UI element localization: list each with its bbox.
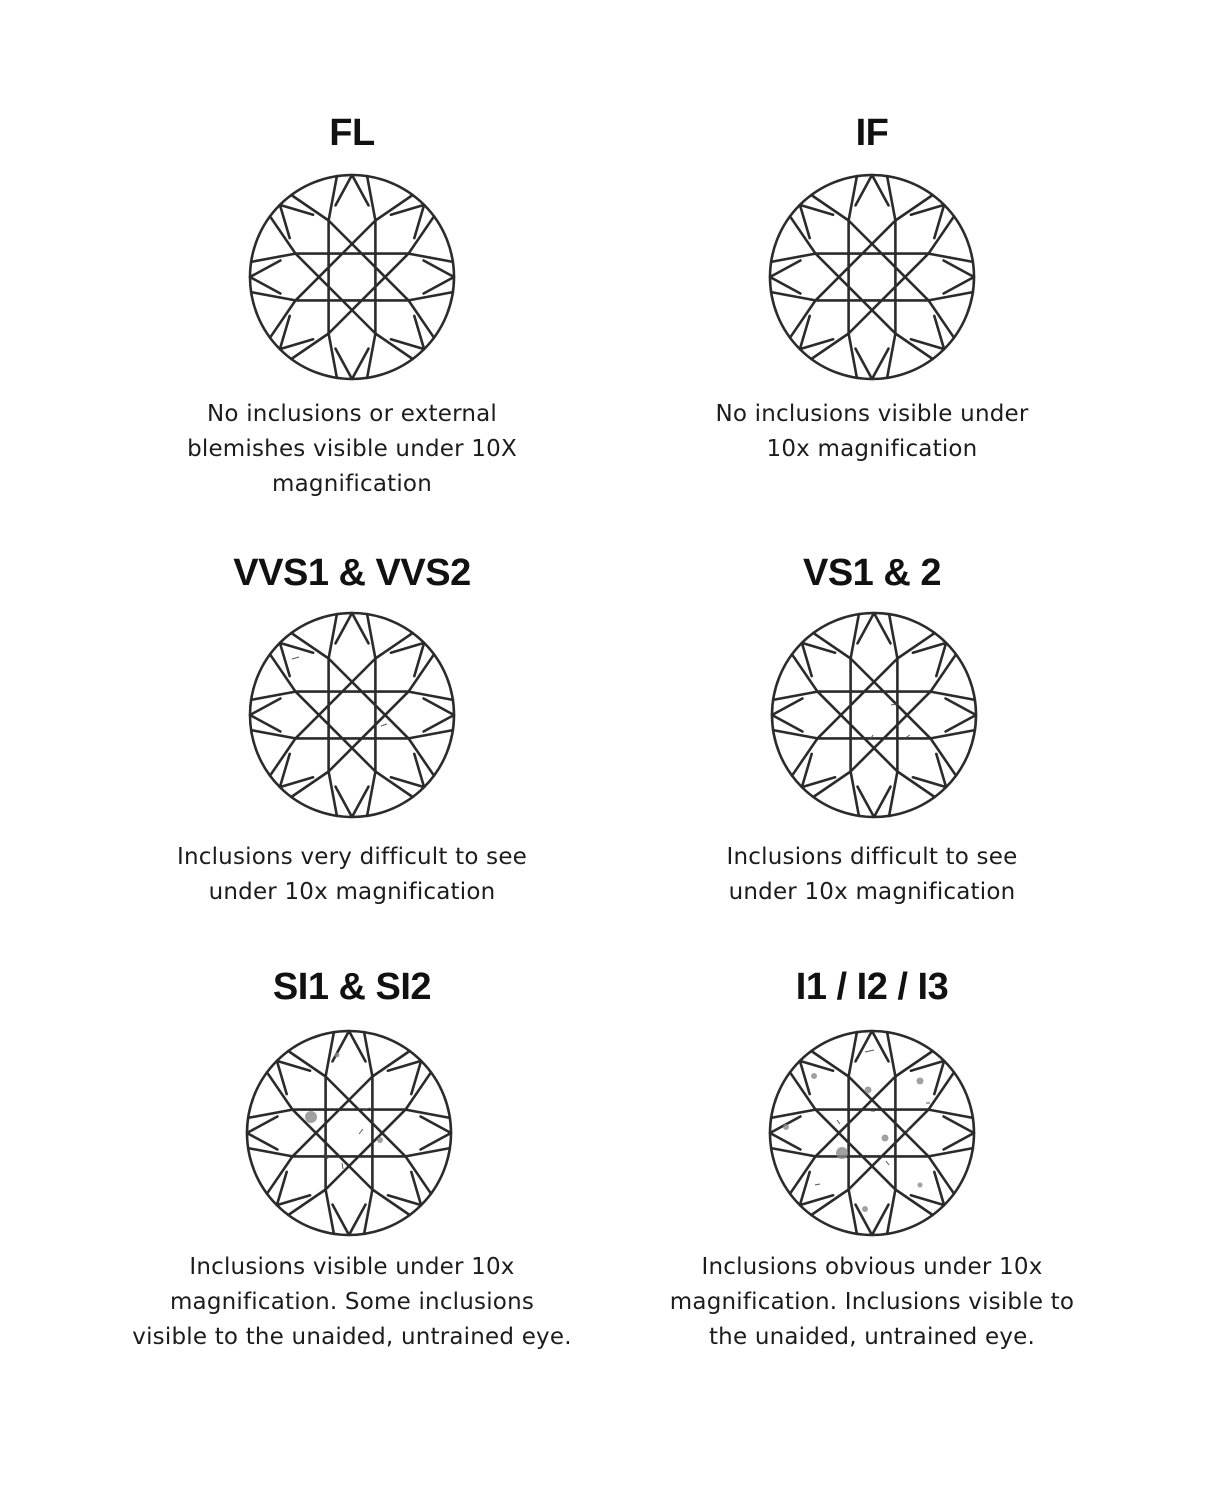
grade-description: No inclusions visible under 10x magnification bbox=[715, 401, 1029, 462]
grade-card-i bbox=[612, 950, 1132, 1370]
grade-card-vvs bbox=[92, 530, 612, 950]
diamond-diagram bbox=[244, 1028, 454, 1238]
inclusion-feather bbox=[342, 1163, 343, 1169]
kite-facets bbox=[250, 175, 454, 379]
kite-facets bbox=[250, 613, 454, 817]
grade-description: Inclusions visible under 10x magnification. Some inclusions visible to the unaided, untrained eye. bbox=[132, 1254, 572, 1350]
facet-lines bbox=[250, 175, 454, 379]
grade-title: I1 / I2 / I3 bbox=[795, 966, 949, 1008]
inclusion-spot bbox=[836, 1147, 848, 1159]
grade-card-si bbox=[92, 950, 612, 1370]
star-facets bbox=[293, 1077, 406, 1190]
grade-card-vs bbox=[612, 530, 1132, 950]
star-facets bbox=[296, 221, 409, 334]
star-facets bbox=[296, 659, 409, 772]
inclusion-feather bbox=[381, 724, 387, 726]
diamond-diagram bbox=[767, 172, 977, 382]
diamond-diagram bbox=[247, 172, 457, 382]
inclusion-spot bbox=[783, 1124, 789, 1130]
grade-description: Inclusions difficult to see under 10x magnification bbox=[726, 844, 1018, 905]
grade-title: SI1 & SI2 bbox=[272, 966, 432, 1008]
kite-facets bbox=[770, 175, 974, 379]
facet-lines bbox=[770, 1031, 974, 1235]
inclusion-spot bbox=[865, 1087, 872, 1094]
inclusion-spot bbox=[882, 1135, 889, 1142]
diamond-diagram bbox=[767, 1028, 977, 1238]
inclusion-feather bbox=[837, 1120, 840, 1124]
star-facets bbox=[818, 659, 931, 772]
grade-card-fl bbox=[92, 0, 612, 510]
diamond-diagram bbox=[769, 610, 979, 820]
inclusion-spot bbox=[811, 1073, 817, 1079]
inclusion-spot bbox=[335, 1053, 340, 1058]
star-facets bbox=[816, 221, 929, 334]
facet-lines bbox=[247, 1031, 451, 1235]
facet-lines bbox=[772, 613, 976, 817]
inclusion-spot bbox=[377, 1137, 383, 1143]
inclusion-spot bbox=[862, 1206, 868, 1212]
inclusion-spot bbox=[917, 1078, 924, 1085]
grade-title: IF bbox=[855, 112, 889, 154]
facet-lines bbox=[250, 613, 454, 817]
inclusion-feather bbox=[292, 657, 299, 659]
grade-description: Inclusions obvious under 10x magnification. Inclusions visible to the unaided, untrained eye. bbox=[669, 1254, 1075, 1350]
kite-facets bbox=[772, 613, 976, 817]
inclusion-feather bbox=[886, 1161, 889, 1165]
grade-description: No inclusions or external blemishes visible under 10X magnification bbox=[187, 401, 517, 497]
grade-description: Inclusions very difficult to see under 10x magnification bbox=[176, 844, 528, 905]
inclusion-feather bbox=[359, 1129, 363, 1134]
inclusion-feather bbox=[815, 1184, 820, 1185]
inclusion-spot bbox=[918, 1183, 923, 1188]
grade-card-if bbox=[612, 0, 1132, 510]
grade-title: VS1 & 2 bbox=[802, 552, 942, 594]
inclusion-spot bbox=[305, 1111, 317, 1123]
star-facets bbox=[816, 1077, 929, 1190]
grade-title: FL bbox=[329, 112, 375, 154]
kite-facets bbox=[247, 1031, 451, 1235]
diamond-diagram bbox=[247, 610, 457, 820]
kite-facets bbox=[770, 1031, 974, 1235]
facet-lines bbox=[770, 175, 974, 379]
grade-title: VVS1 & VVS2 bbox=[233, 552, 471, 594]
inclusion-feather bbox=[865, 1050, 874, 1052]
inclusions bbox=[870, 704, 910, 740]
